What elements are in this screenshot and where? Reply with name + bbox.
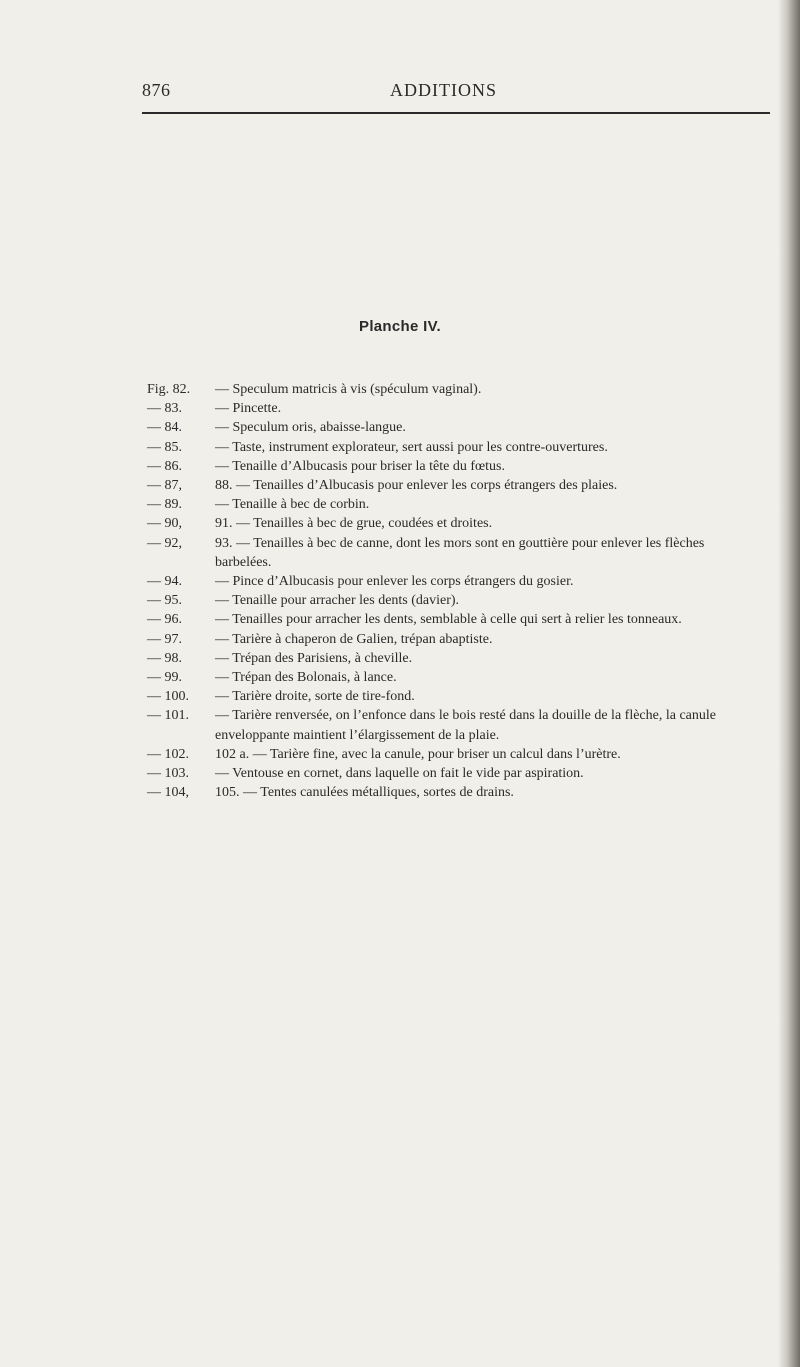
legend-entry bbox=[147, 649, 787, 668]
figure-number: — 104, bbox=[147, 785, 189, 801]
legend-entry bbox=[147, 668, 787, 687]
legend-entry bbox=[147, 438, 787, 457]
legend-entry bbox=[147, 591, 787, 610]
figure-description: — Ventouse en cornet, dans laquelle on fait le vide par aspiration. bbox=[215, 766, 584, 782]
figure-description: 93. — Tenailles à bec de canne, dont les mors sont en gouttière pour enlever les flèches bbox=[215, 535, 705, 551]
legend-entry bbox=[147, 764, 787, 783]
figure-description-continuation: barbelées. bbox=[215, 554, 272, 570]
legend-entry bbox=[147, 418, 787, 437]
legend-entry bbox=[147, 630, 787, 649]
figure-description: — Speculum matricis à vis (spéculum vaginal). bbox=[215, 382, 482, 397]
legend-entry bbox=[147, 783, 787, 802]
figure-number: — 89. bbox=[147, 497, 182, 513]
figure-number: — 100. bbox=[147, 689, 189, 705]
legend-entry bbox=[147, 514, 787, 533]
legend-entry bbox=[147, 745, 787, 764]
figure-description: 91. — Tenailles à bec de grue, coudées et droites. bbox=[215, 516, 493, 532]
figure-number: — 95. bbox=[147, 593, 182, 609]
figure-number: — 99. bbox=[147, 670, 182, 686]
figure-description: — Tenaille à bec de corbin. bbox=[215, 497, 370, 513]
figure-number: — 96. bbox=[147, 612, 182, 628]
figure-description: — Tarière à chaperon de Galien, trépan abaptiste. bbox=[215, 631, 493, 647]
figure-number: — 101. bbox=[147, 708, 189, 724]
figure-number: — 85. bbox=[147, 439, 182, 455]
figure-description: — Speculum oris, abaisse-langue. bbox=[215, 420, 406, 436]
running-head: ADDITIONS bbox=[390, 80, 497, 100]
plate-title: Planche IV. bbox=[359, 318, 441, 335]
figure-number: — 98. bbox=[147, 650, 182, 666]
figure-description-continuation: enveloppante maintient l’élargissement de la plaie. bbox=[215, 727, 500, 743]
figure-number: — 83. bbox=[147, 401, 182, 417]
figure-description: — Tarière droite, sorte de tire-fond. bbox=[215, 689, 415, 705]
figure-number: — 94. bbox=[147, 574, 182, 590]
figure-description: — Tarière renversée, on l’enfonce dans le bois resté dans la douille de la flèche, la canule bbox=[215, 708, 716, 724]
header-rule bbox=[142, 112, 770, 114]
figure-number: — 90, bbox=[147, 516, 182, 532]
figure-description: — Pince d’Albucasis pour enlever les corps étrangers du gosier. bbox=[215, 574, 574, 590]
figure-description: — Tenaille d’Albucasis pour briser la tête du fœtus. bbox=[215, 458, 505, 474]
figure-description: — Trépan des Parisiens, à cheville. bbox=[215, 650, 413, 666]
figure-number: — 102. bbox=[147, 746, 189, 762]
legend-entry bbox=[147, 457, 787, 476]
figure-number: — 87, bbox=[147, 478, 182, 494]
figure-description: — Tenailles pour arracher les dents, semblable à celle qui sert à relier les tonneaux. bbox=[215, 612, 682, 628]
figure-description: — Pincette. bbox=[215, 401, 282, 417]
figure-description: — Taste, instrument explorateur, sert aussi pour les contre-ouvertures. bbox=[215, 439, 608, 455]
figure-number: — 103. bbox=[147, 766, 189, 782]
figure-number: — 86. bbox=[147, 458, 182, 474]
legend-entry bbox=[147, 476, 787, 495]
figure-legend-list bbox=[147, 380, 787, 802]
legend-entry bbox=[147, 706, 787, 725]
legend-entry-continuation bbox=[147, 726, 787, 745]
legend-entry bbox=[147, 380, 787, 399]
figure-number: Fig. 82. bbox=[147, 382, 191, 397]
legend-entry bbox=[147, 572, 787, 591]
figure-description: 102 a. — Tarière fine, avec la canule, pour briser un calcul dans l’urètre. bbox=[215, 746, 621, 762]
legend-entry bbox=[147, 610, 787, 629]
legend-entry bbox=[147, 534, 787, 553]
figure-description: — Trépan des Bolonais, à lance. bbox=[215, 670, 397, 686]
figure-number: — 97. bbox=[147, 631, 182, 647]
figure-description: — Tenaille pour arracher les dents (davier). bbox=[215, 593, 460, 609]
figure-number: — 84. bbox=[147, 420, 182, 436]
figure-description: 88. — Tenailles d’Albucasis pour enlever les corps étrangers des plaies. bbox=[215, 478, 618, 494]
legend-entry-continuation bbox=[147, 553, 787, 572]
figure-number: — 92, bbox=[147, 535, 182, 551]
legend-entry bbox=[147, 495, 787, 514]
page-number: 876 bbox=[142, 80, 171, 100]
legend-entry bbox=[147, 687, 787, 706]
legend-entry bbox=[147, 399, 787, 418]
page-header bbox=[142, 80, 770, 106]
figure-description: 105. — Tentes canulées métalliques, sortes de drains. bbox=[215, 785, 514, 801]
